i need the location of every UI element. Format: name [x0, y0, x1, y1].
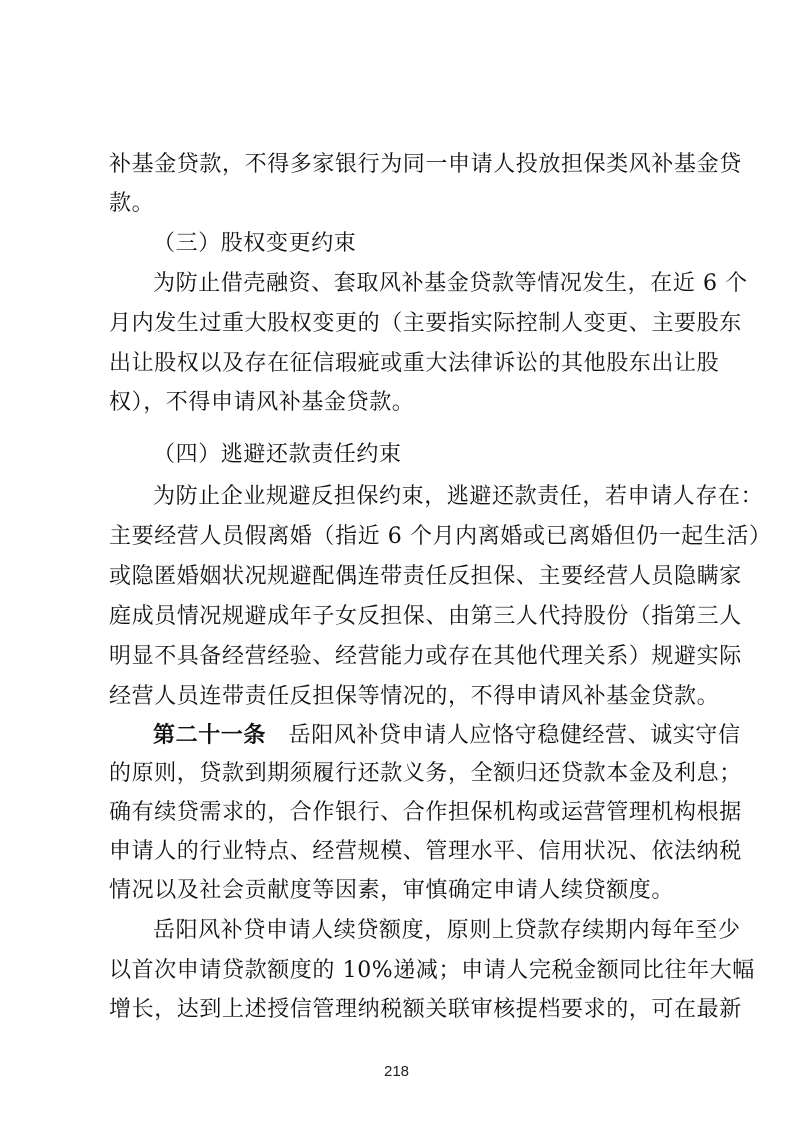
text-line: 岳阳风补贷申请人续贷额度，原则上贷款存续期内每年至少 [153, 918, 741, 943]
text-line: 明显不具备经营经验、经营能力或存在其他代理关系）规避实际 [109, 644, 742, 669]
text-line: 月内发生过重大股权变更的（主要指实际控制人变更、主要股东 [109, 311, 742, 336]
article-text: 岳阳风补贷申请人应恪守稳健经营、诚实守信 [266, 723, 741, 748]
text-line: 的原则，贷款到期须履行还款义务，全额归还贷款本金及利息； [109, 761, 742, 786]
text-line: 申请人的行业特点、经营规模、管理水平、信用状况、依法纳税 [109, 839, 742, 864]
text-line: 为防止借壳融资、套取风补基金贷款等情况发生，在近 6 个 [153, 271, 748, 296]
article-title: 第二十一条 [153, 722, 267, 748]
page-number: 218 [383, 1063, 410, 1080]
text-line: 补基金贷款，不得多家银行为同一申请人投放担保类风补基金贷 [109, 152, 742, 177]
text-line: 权），不得申请风补基金贷款。 [109, 390, 415, 415]
text-line: 情况以及社会贡献度等因素，审慎确定申请人续贷额度。 [109, 878, 675, 903]
section-heading: （三）股权变更约束 [153, 231, 357, 256]
text-line: 主要经营人员假离婚（指近 6 个月内离婚或已离婚但仍一起生活） [109, 524, 772, 549]
text-line: 以首次申请贷款额度的 10%递减；申请人完税金额同比往年大幅 [109, 958, 755, 983]
text-line: 款。 [109, 191, 155, 216]
text-line: 为防止企业规避反担保约束，逃避还款责任，若申请人存在： [153, 484, 764, 509]
text-line: 或隐匿婚姻状况规避配偶连带责任反担保、主要经营人员隐瞒家 [109, 564, 742, 589]
text-line: 出让股权以及存在征信瑕疵或重大法律诉讼的其他股东出让股 [109, 351, 720, 376]
text-line: 确有续贷需求的，合作银行、合作担保机构或运营管理机构根据 [109, 800, 742, 825]
text-line: 经营人员连带责任反担保等情况的，不得申请风补基金贷款。 [109, 684, 720, 709]
section-heading: （四）逃避还款责任约束 [153, 442, 402, 467]
article-line [153, 720, 741, 751]
text-line: 增长，达到上述授信管理纳税额关联审核提档要求的，可在最新 [109, 997, 742, 1022]
text-line: 庭成员情况规避成年子女反担保、由第三人代持股份（指第三人 [109, 604, 742, 629]
